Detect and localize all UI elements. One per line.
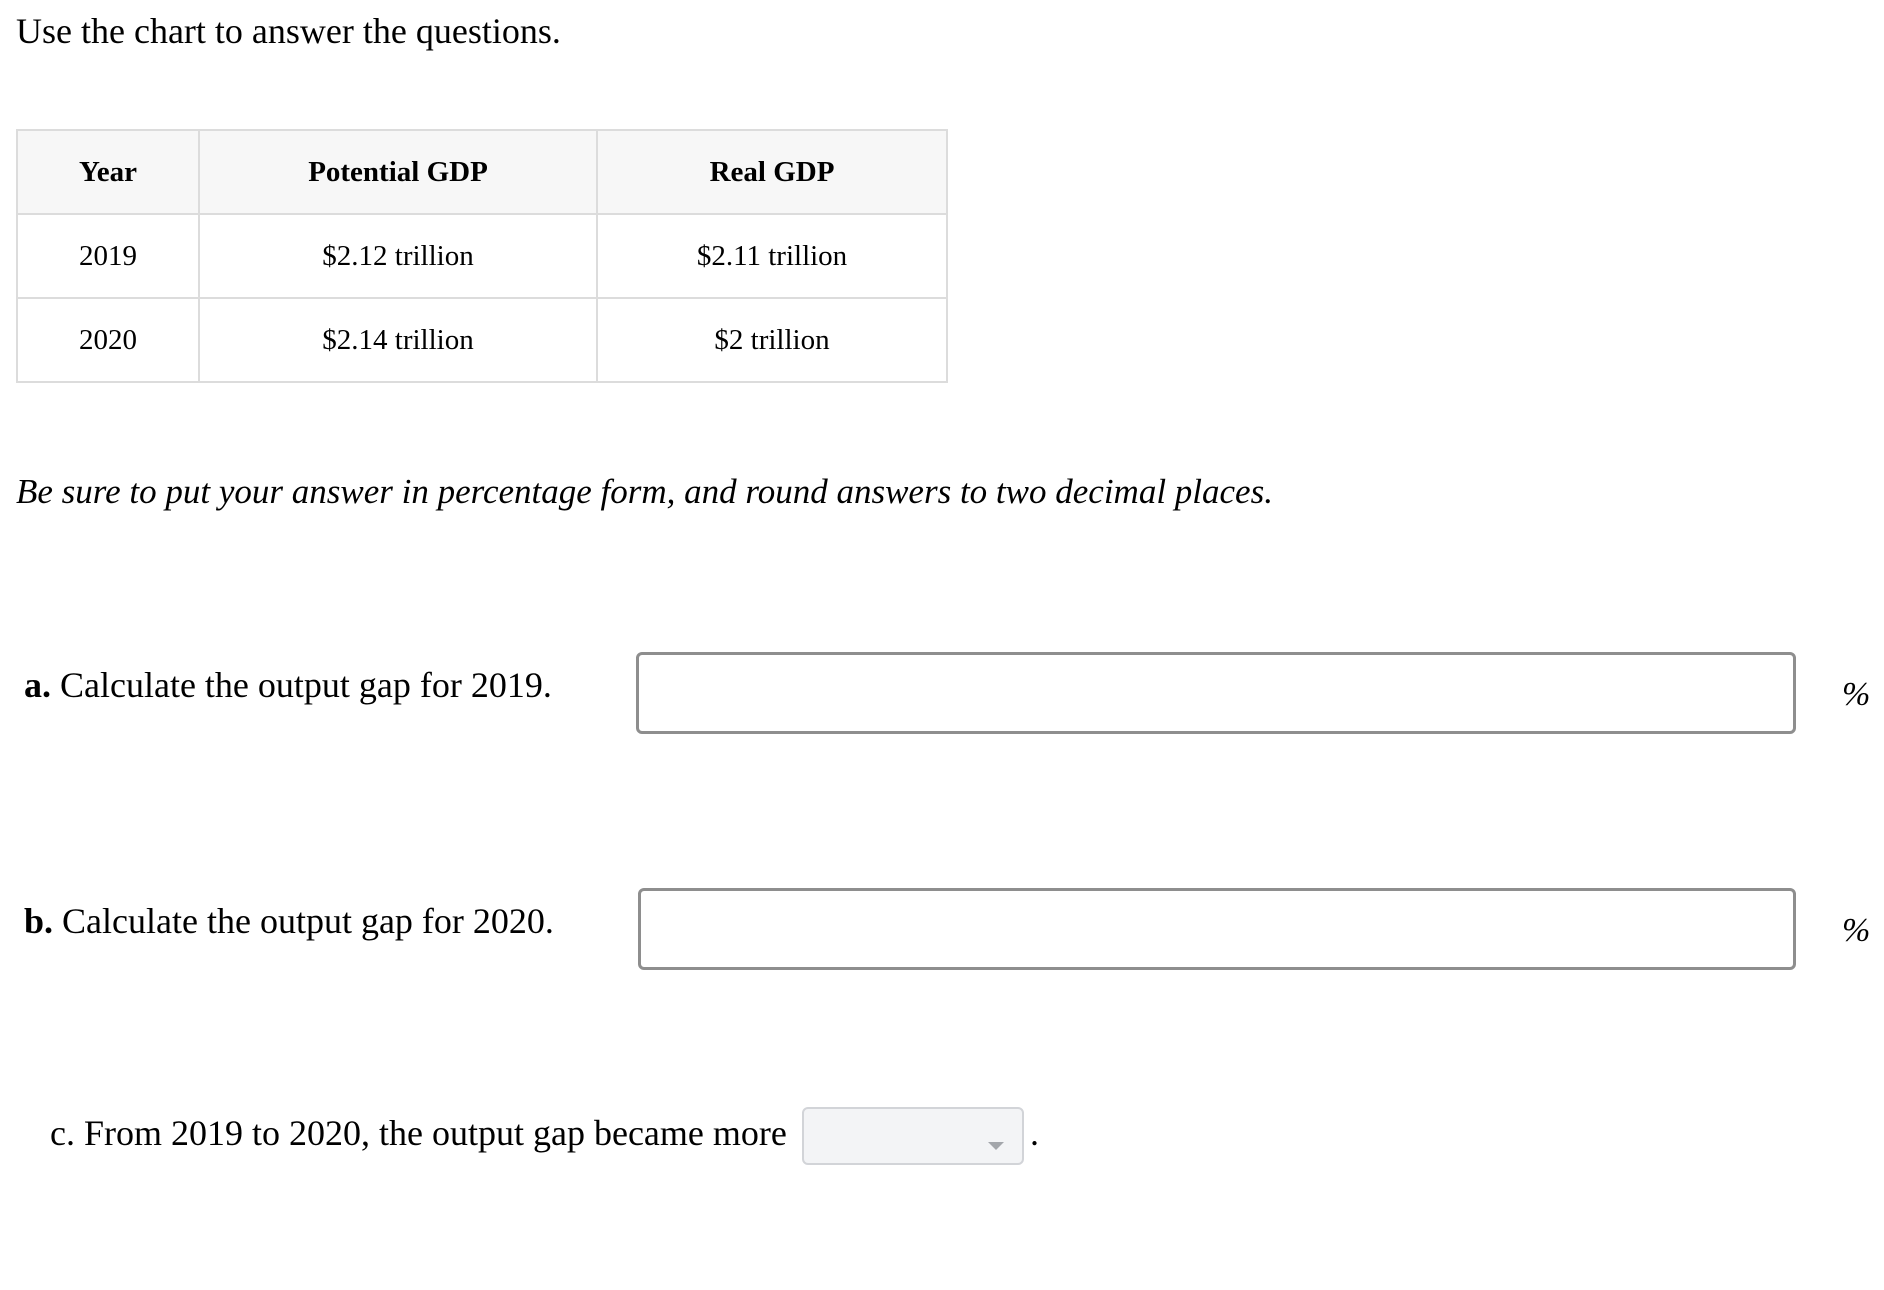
- question-b-text: [24, 898, 554, 944]
- cell-real-gdp: $2.11 trillion: [597, 214, 947, 298]
- cell-real-gdp: $2 trillion: [597, 298, 947, 382]
- question-b-letter: b.: [24, 901, 54, 941]
- answer-b-unit: %: [1842, 912, 1871, 949]
- answer-b-input[interactable]: [638, 888, 1796, 970]
- question-b-prompt: Calculate the output gap for 2020.: [62, 901, 554, 941]
- cell-year: 2020: [17, 298, 199, 382]
- table-row: [17, 298, 947, 382]
- instructions-text: Use the chart to answer the questions.: [16, 11, 561, 51]
- cell-potential-gdp: $2.14 trillion: [199, 298, 597, 382]
- table-row: [17, 214, 947, 298]
- answer-c-dropdown[interactable]: [802, 1107, 1024, 1165]
- cell-year: 2019: [17, 214, 199, 298]
- gdp-table: [16, 129, 948, 383]
- answer-a-input[interactable]: [636, 652, 1796, 734]
- answer-a-unit: %: [1842, 676, 1871, 713]
- question-b: [0, 888, 1884, 978]
- cell-potential-gdp: $2.12 trillion: [199, 214, 597, 298]
- question-a: [0, 652, 1884, 742]
- question-a-text: [24, 662, 552, 708]
- question-c-prompt: From 2019 to 2020, the output gap became more: [83, 1113, 787, 1153]
- question-c-text: [50, 1110, 787, 1156]
- chevron-down-icon: [988, 1142, 1004, 1150]
- question-a-letter: a.: [24, 665, 51, 705]
- header-potential-gdp: Potential GDP: [199, 130, 597, 214]
- header-real-gdp: Real GDP: [597, 130, 947, 214]
- question-a-prompt: Calculate the output gap for 2019.: [60, 665, 552, 705]
- question-c-letter: c.: [50, 1113, 75, 1153]
- question-c-period: .: [1030, 1113, 1039, 1153]
- table-header-row: [17, 130, 947, 214]
- header-year: Year: [17, 130, 199, 214]
- rounding-note: Be sure to put your answer in percentage form, and round answers to two decimal places.: [16, 472, 1273, 511]
